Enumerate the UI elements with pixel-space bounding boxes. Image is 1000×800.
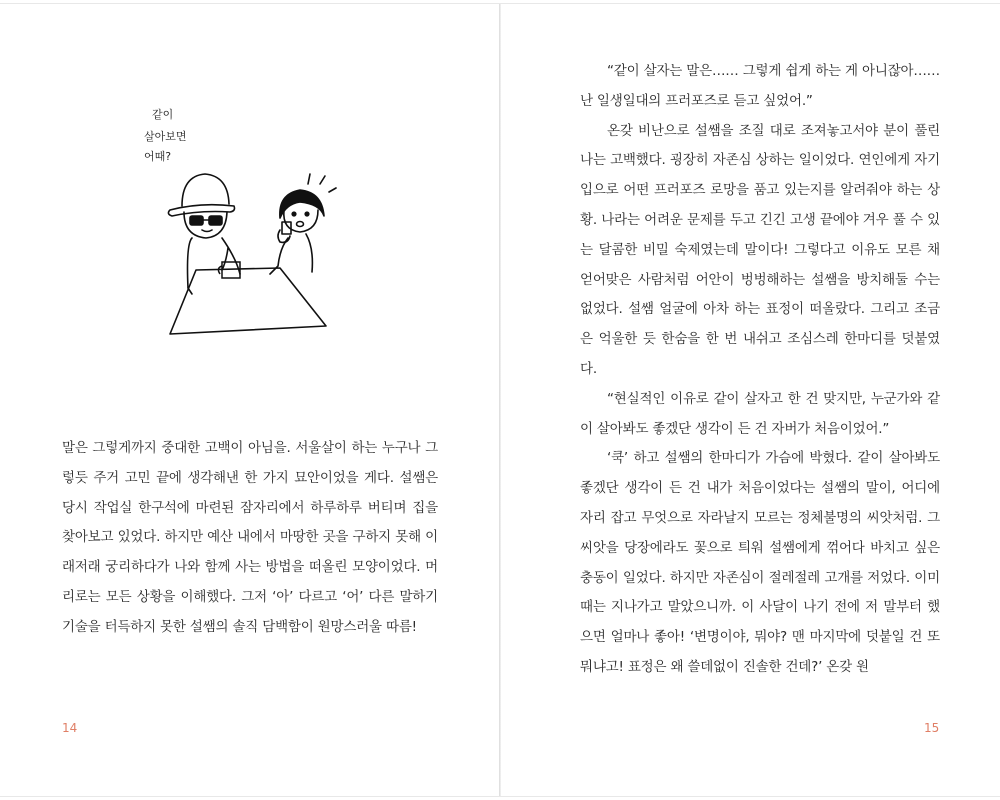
speech-line: 같이 xyxy=(152,108,174,121)
speech-line: 어때? xyxy=(144,150,172,163)
page-number: 15 xyxy=(924,721,940,735)
paragraph: “같이 살자는 말은…… 그렇게 쉽게 하는 게 아니잖아…… 난 일생일대의 프러포즈로 듣고 싶었어.” xyxy=(580,63,940,109)
left-page xyxy=(0,0,499,800)
paragraph: 말은 그렇게까지 중대한 고백이 아님을. 서울살이 하는 누구나 그렇듯 주거 고민 끝에 생각해낸 한 가지 묘안이었을 게다. 설쌤은 당시 작업실 한구석에 마련된 잠자리에서 하루하루 버티며 집을 찾아보고 있었다. 하지만 예산 내에서 마땅한 곳을 구하지 못해 이래저래 궁리하다가 나와 함께 사는 방법을 떠올린 모양이었다. 머리로는 모든 상황을 이해했다. 그저 ‘아’ 다르고 ‘어’ 다른 말하기 기술을 터득하지 못한 설쌤의 솔직 담백함이 원망스러울 따름! xyxy=(62,440,438,635)
paragraph: 온갖 비난으로 설쌤을 조질 대로 조져놓고서야 분이 풀린 나는 고백했다. 굉장히 자존심 상하는 일이었다. 연인에게 자기 입으로 어떤 프러포즈 로망을 품고 있는지를 알려줘야 하는 상황. 나라는 어려운 문제를 두고 긴긴 고생 끝에야 겨우 풀 수 있는 달콤한 비밀 숙제였는데 말이다! 그렇다고 이유도 모른 채 얻어맞은 사람처럼 어안이 벙벙해하는 설쌤을 방치해둘 수는 없었다. 설쌤 얼굴에 아차 하는 표정이 떠올랐다. 그리고 조금은 억울한 듯 한숨을 한 번 내쉬고 조심스레 한마디를 덧붙였다. xyxy=(580,122,940,377)
page-number: 14 xyxy=(62,721,78,735)
couple-illustration xyxy=(130,98,360,338)
woman-figure xyxy=(270,174,336,274)
right-page xyxy=(501,0,1000,800)
paragraph: ‘쿡’ 하고 설쌤의 한마디가 가슴에 박혔다. 같이 살아봐도 좋겠단 생각이 든 건 내가 처음이었다는 설쌤의 말이, 어디에 자리 잡고 무엇으로 자라날지 모르는 정체불명의 씨앗처럼. 그 씨앗을 당장에라도 꽃으로 틔워 설쌤에게 꺾어다 바치고 싶은 충동이 일었다. 하지만 자존심이 절레절레 고개를 저었다. 이미 때는 지나가고 말았으니까. 이 사달이 나기 전에 저 말부터 했으면 얼마나 좋아! ‘변명이야, 뭐야? 맨 마지막에 덧붙일 건 또 뭐냐고! 표정은 왜 쓸데없이 진솔한 건데?’ 온갖 원 xyxy=(580,450,940,675)
table xyxy=(170,268,326,334)
paragraph: “현실적인 이유로 같이 살자고 한 건 맞지만, 누군가와 같이 살아봐도 좋겠단 생각이 든 건 자버가 처음이었어.” xyxy=(580,390,940,437)
man-figure xyxy=(168,174,240,294)
body-text xyxy=(580,57,940,683)
body-text xyxy=(62,434,438,643)
speech-line: 살아보면 xyxy=(144,130,187,143)
